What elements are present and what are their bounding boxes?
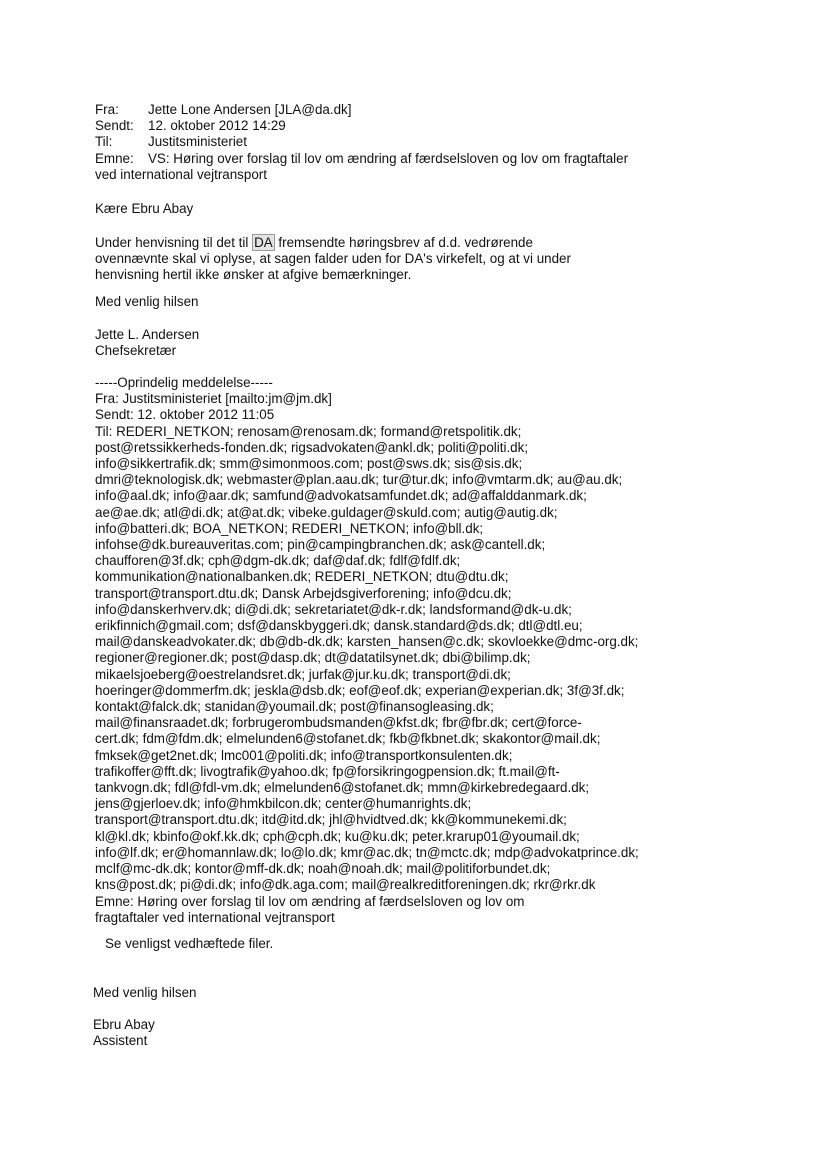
recipient-line: dmri@teknologisk.dk; webmaster@plan.aau.dk; tur@tur.dk; info@vmtarm.dk; au@au.dk;	[95, 472, 623, 488]
body-line-1-end: fremsendte høringsbrev af d.d. vedrørende	[274, 235, 533, 250]
recipient-line: kl@kl.dk; kbinfo@okf.kk.dk; cph@cph.dk; ku@ku.dk; peter.krarup01@youmail.dk;	[95, 828, 580, 844]
signature-block	[95, 327, 199, 359]
original-message	[95, 375, 639, 926]
recipient-line: mclf@mc-dk.dk; kontor@mff-dk.dk; noah@noah.dk; mail@politiforbundet.dk;	[95, 861, 551, 877]
recipient-line: kontakt@falck.dk; stanidan@youmail.dk; post@finansogleasing.dk;	[95, 699, 494, 715]
body-line-1	[95, 234, 571, 251]
recipient-line: fmksek@get2net.dk; lmc001@politi.dk; info@transportkonsulenten.dk;	[95, 747, 513, 763]
original-sent: Sendt: 12. oktober 2012 11:05	[95, 407, 275, 423]
signature-2-name: Ebru Abay	[93, 1017, 155, 1032]
body-paragraph	[95, 234, 571, 284]
recipient-line: hoeringer@dommerfm.dk; jeskla@dsb.dk; eof@eof.dk; experian@experian.dk; 3f@3f.dk;	[95, 682, 625, 698]
to-row	[95, 134, 628, 150]
recipient-line: erikfinnich@gmail.com; dsf@danskbyggeri.dk; dansk.standard@ds.dk; dtl@dtl.eu;	[95, 618, 583, 634]
recipient-line: post@retssikkerheds-fonden.dk; rigsadvokaten@ankl.dk; politi@politi.dk;	[95, 439, 529, 455]
closing-greeting-2: Med venlig hilsen	[93, 985, 197, 1000]
original-subject-line-1: Emne: Høring over forslag til lov om ændring af færdselsloven og lov om	[95, 893, 525, 909]
to-label: Til:	[95, 134, 113, 150]
original-separator: -----Oprindelig meddelelse-----	[95, 375, 273, 390]
recipient-line: mail@danskeadvokater.dk; db@db-dk.dk; karsten_hansen@c.dk; skovloekke@dmc-org.dk;	[95, 634, 639, 650]
recipient-line: info@danskerhverv.dk; di@di.dk; sekretariatet@dk-r.dk; landsformand@dk-u.dk;	[95, 601, 572, 617]
recipient-line: transport@transport.dtu.dk; Dansk Arbejdsgiverforening; info@dcu.dk;	[95, 585, 512, 601]
recipient-line: cert.dk; fdm@fdm.dk; elmelunden6@stofanet.dk; fkb@fkbnet.dk; skakontor@mail.dk;	[95, 731, 601, 747]
greeting: Kære Ebru Abay	[95, 201, 194, 216]
to-value: Justitsministeriet	[148, 134, 247, 150]
recipient-line: info@aal.dk; info@aar.dk; samfund@advokatsamfundet.dk; ad@affalddanmark.dk;	[95, 488, 587, 504]
sent-label: Sendt:	[95, 118, 134, 134]
recipient-line: tankvogn.dk; fdl@fdl-vm.dk; elmelunden6@stofanet.dk; mmn@kirkebredegaard.dk;	[95, 780, 590, 796]
recipient-line: kns@post.dk; pi@di.dk; info@dk.aga.com; mail@realkreditforeningen.dk; rkr@rkr.dk	[95, 877, 596, 893]
from-label: Fra:	[95, 102, 119, 117]
recipient-line: chaufforen@3f.dk; cph@dgm-dk.dk; daf@daf.dk; fdlf@fdlf.dk;	[95, 553, 461, 569]
recipient-line: info@sikkertrafik.dk; smm@simonmoos.com; post@sws.dk; sis@sis.dk;	[95, 456, 523, 472]
email-header	[95, 102, 628, 183]
signature-title: Chefsekretær	[95, 343, 177, 359]
signature-block-2	[93, 1017, 155, 1049]
signature-2-title: Assistent	[93, 1033, 148, 1049]
recipient-line: trafikoffer@fft.dk; livogtrafik@yahoo.dk; fp@forsikringogpension.dk; ft.mail@ft-	[95, 763, 560, 779]
recipient-line: regioner@regioner.dk; post@dasp.dk; dt@datatilsynet.dk; dbi@bilimp.dk;	[95, 650, 531, 666]
from-value: Jette Lone Andersen [JLA@da.dk]	[148, 102, 352, 117]
body-line-1-start: Under henvisning til det til	[95, 235, 253, 250]
recipient-line: jens@gjerloev.dk; info@hmkbilcon.dk; center@humanrights.dk;	[95, 796, 472, 812]
body-line-3: henvisning hertil ikke ønsker at afgive bemærkninger.	[95, 267, 412, 283]
original-from: Fra: Justitsministeriet [mailto:jm@jm.dk]	[95, 391, 332, 407]
recipient-line: ae@ae.dk; atl@di.dk; at@at.dk; vibeke.guldager@skuld.com; autig@autig.dk;	[95, 504, 558, 520]
from-row	[95, 102, 628, 118]
signature-name: Jette L. Andersen	[95, 327, 200, 342]
original-recipients	[95, 424, 639, 894]
subject-label: Emne:	[95, 150, 134, 166]
recipient-line: info@lf.dk; er@homannlaw.dk; lo@lo.dk; kmr@ac.dk; tn@mctc.dk; mdp@advokatprince.dk;	[95, 844, 639, 860]
sent-value: 12. oktober 2012 14:29	[148, 118, 286, 134]
subject-row	[95, 151, 628, 167]
recipient-line: mail@finansraadet.dk; forbrugerombudsmanden@kfst.dk; fbr@fbr.dk; cert@force-	[95, 715, 582, 731]
original-subject-line-2: fragtaftaler ved international vejtransport	[95, 909, 335, 925]
body-line-2: ovennævnte skal vi oplyse, at sagen falder uden for DA's virkefelt, og at vi under	[95, 251, 571, 267]
recipient-line: transport@transport.dtu.dk; itd@itd.dk; jhl@hvidtved.dk; kk@kommunekemi.dk;	[95, 812, 567, 828]
recipient-line: mikaelsjoeberg@oestrelandsret.dk; jurfak@jur.ku.dk; transport@di.dk;	[95, 666, 511, 682]
subject-continuation: ved international vejtransport	[95, 166, 267, 182]
recipient-line: infohse@dk.bureauveritas.com; pin@campingbranchen.dk; ask@cantell.dk;	[95, 537, 546, 553]
sent-row	[95, 118, 628, 134]
attachment-note: Se venligst vedhæftede filer.	[105, 936, 274, 951]
recipient-line: kommunikation@nationalbanken.dk; REDERI_NETKON; dtu@dtu.dk;	[95, 569, 509, 585]
recipient-line: Til: REDERI_NETKON; renosam@renosam.dk; formand@retspolitik.dk;	[95, 423, 522, 439]
closing-greeting: Med venlig hilsen	[95, 294, 199, 309]
subject-value: VS: Høring over forslag til lov om ændring af færdselsloven og lov om fragtaftaler	[148, 150, 629, 166]
highlighted-text: DA	[254, 235, 273, 250]
recipient-line: info@batteri.dk; BOA_NETKON; REDERI_NETKON; info@bll.dk;	[95, 520, 484, 536]
